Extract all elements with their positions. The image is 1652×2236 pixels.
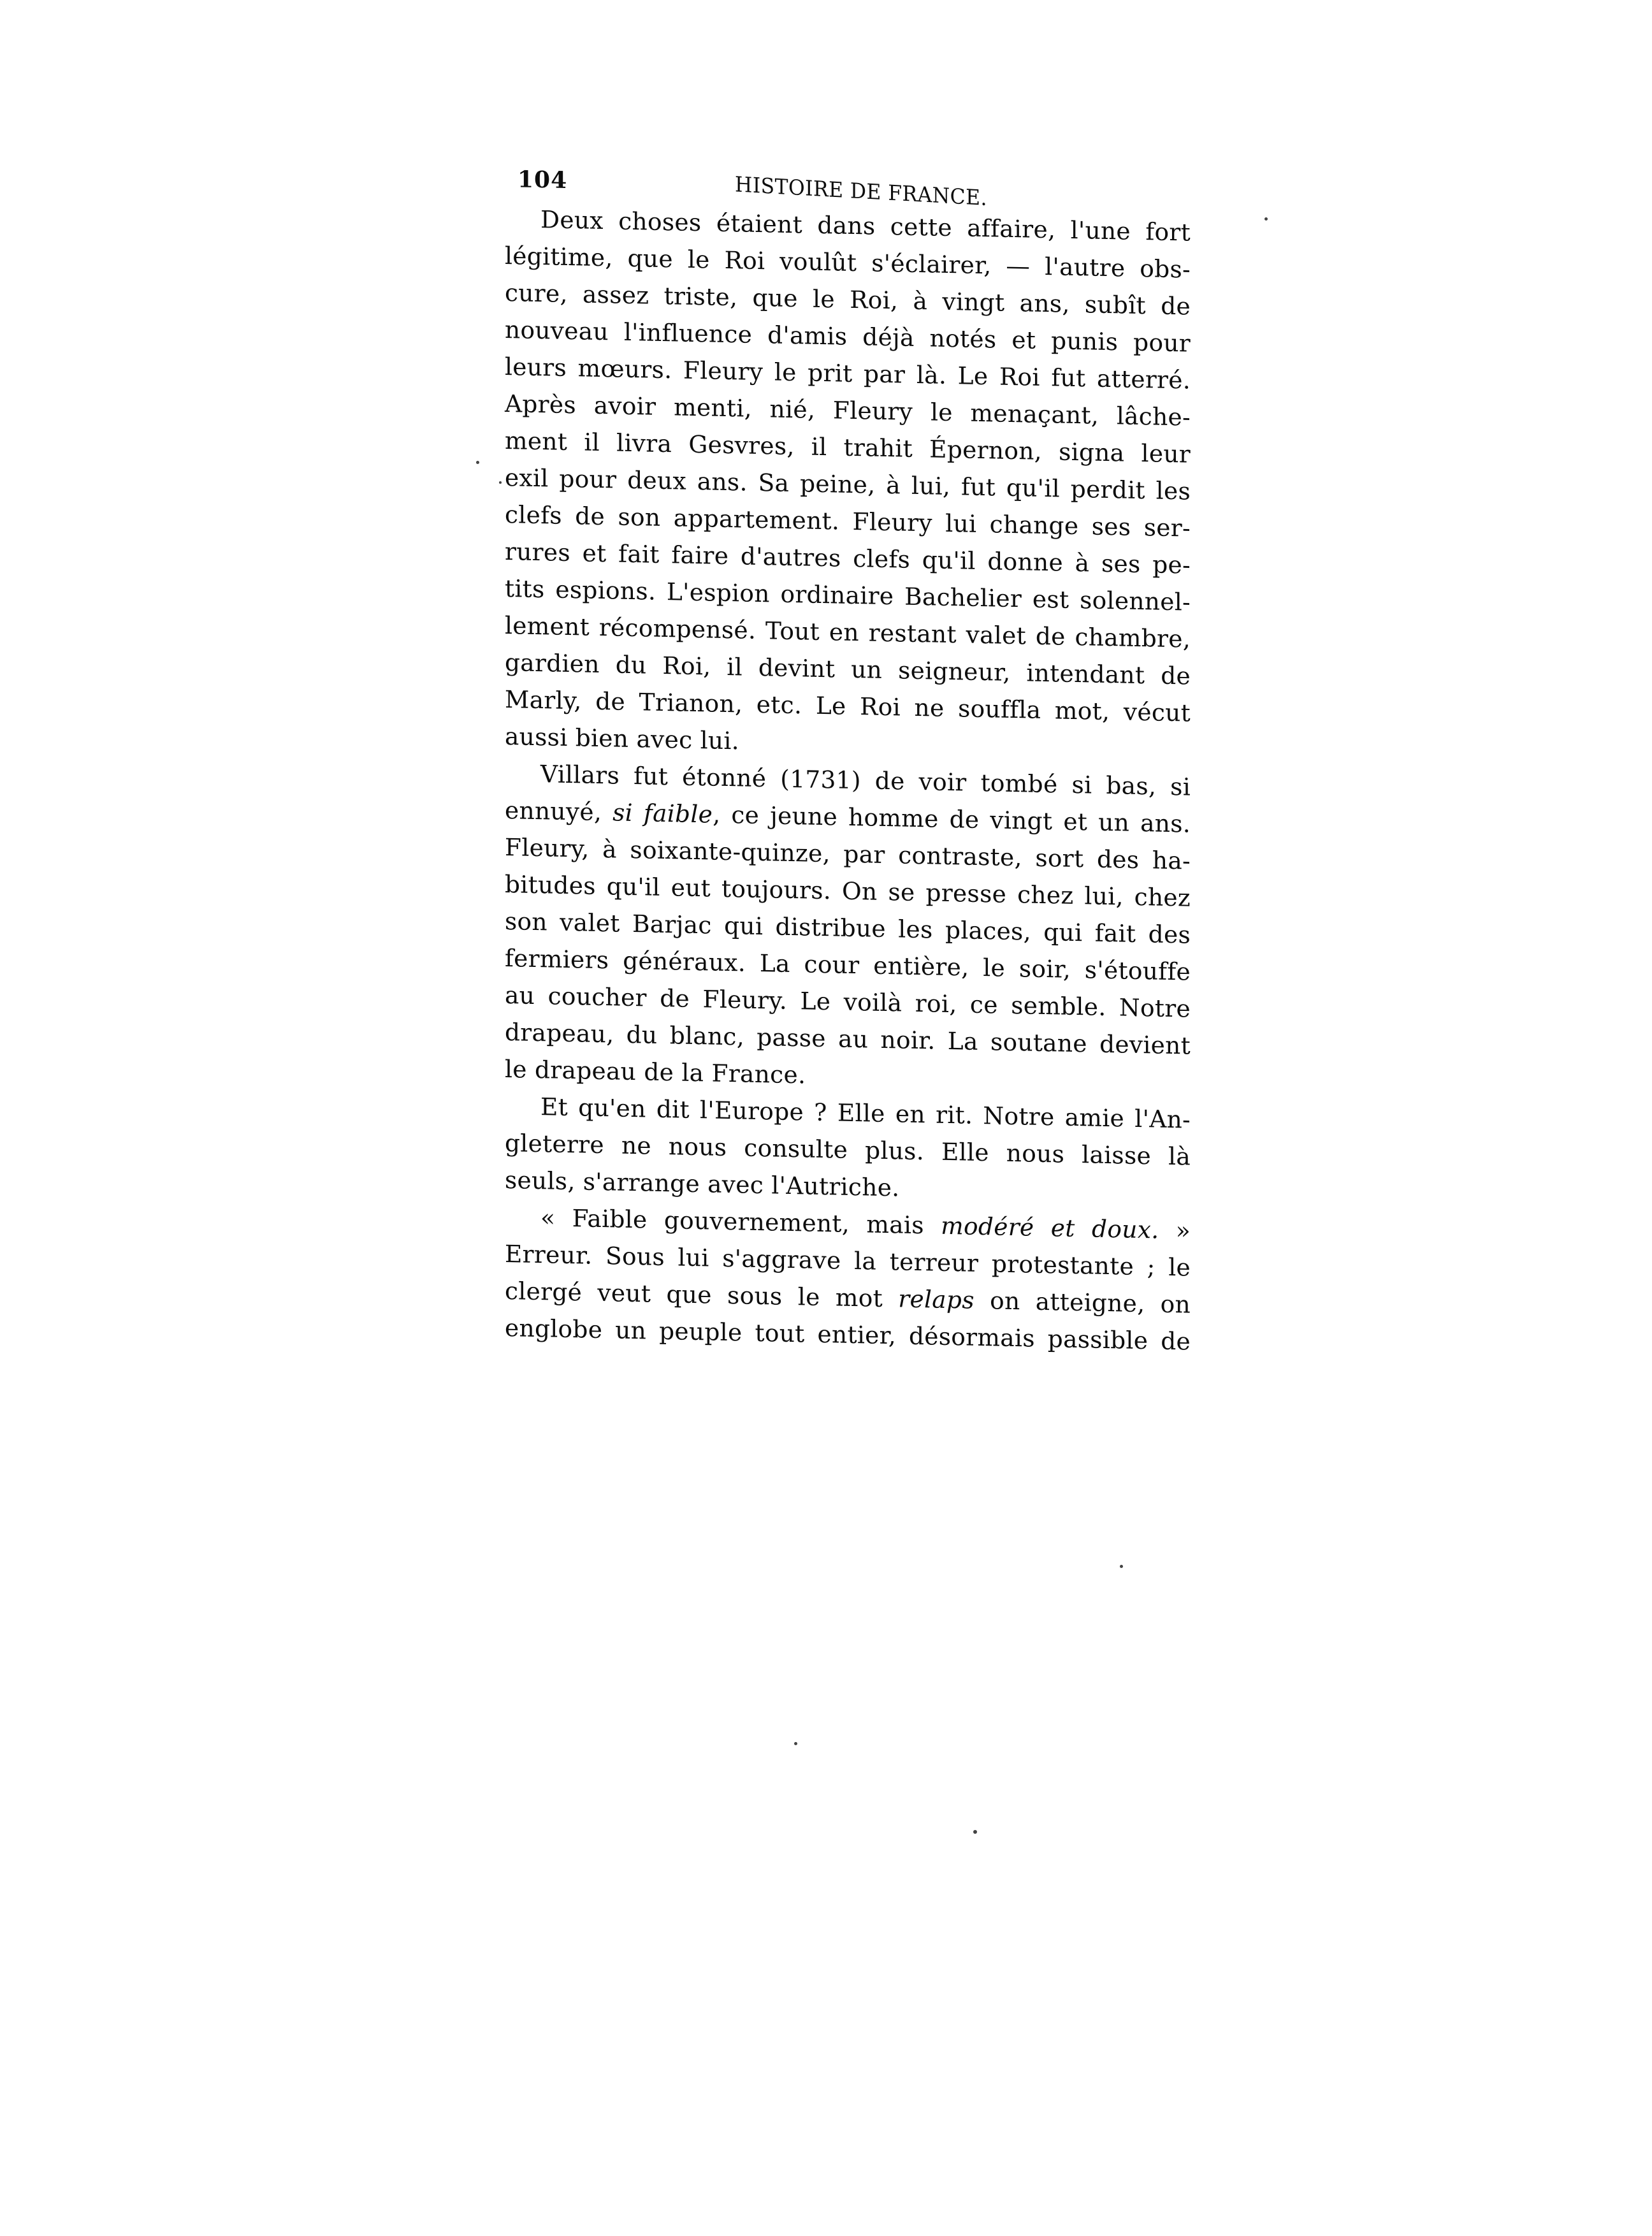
text-run: son valet Barjac qui distribue les places, qui fait des: [505, 907, 1191, 949]
text-run: drapeau, du blanc, passe au noir. La soutane devient: [505, 1018, 1191, 1060]
text-run: « Faible gouvernement, mais: [540, 1203, 941, 1240]
text-run: , ce jeune homme de vingt et un ans.: [713, 800, 1191, 838]
text-run: au coucher de Fleury. Le voilà roi, ce semble. Notre: [505, 981, 1191, 1023]
page-number: 104: [518, 166, 568, 194]
text-run: Erreur. Sous lui s'aggrave la terreur protestante ; le: [505, 1240, 1191, 1282]
text-run: bitudes qu'il eut toujours. On se presse chez lui, chez: [505, 870, 1191, 912]
text-run: clergé veut que sous le mot: [505, 1277, 899, 1313]
text-run: ennuyé,: [505, 796, 613, 827]
ink-speck: [1120, 1565, 1123, 1568]
paragraph: [505, 1198, 1191, 1360]
scan-text-block: [505, 166, 1191, 1360]
text-run: ment il livra Gesvres, il trahit Épernon, signa leur: [505, 426, 1191, 468]
ink-speck: [476, 461, 479, 464]
paragraph: [505, 1087, 1191, 1212]
text-run: tits espions. L'espion ordinaire Bachelier est solennel-: [505, 574, 1191, 616]
italic-run: si faible: [612, 798, 713, 829]
italic-run: relaps: [898, 1284, 975, 1314]
text-run: lement récompensé. Tout en restant valet de chambre,: [505, 611, 1191, 653]
text-run: seuls, s'arrange avec l'Autriche.: [505, 1166, 900, 1202]
ink-speck: [973, 1830, 977, 1834]
text-run: Après avoir menti, nié, Fleury le menaçant, lâche-: [505, 389, 1191, 432]
text-run: le drapeau de la France.: [505, 1055, 806, 1089]
text-run: aussi bien avec lui.: [505, 722, 739, 755]
text-run: rures et fait faire d'autres clefs qu'il donne à ses pe-: [505, 537, 1191, 579]
text-run: gardien du Roi, il devint un seigneur, intendant de: [505, 648, 1191, 690]
text-run: »: [1159, 1216, 1191, 1245]
text-body: [505, 200, 1191, 1360]
text-run: leurs mœurs. Fleury le prit par là. Le Roi fut atterré.: [505, 352, 1191, 395]
ink-speck: [499, 481, 502, 484]
text-run: Marly, de Trianon, etc. Le Roi ne souffla mot, vécut: [505, 685, 1191, 727]
text-run: gleterre ne nous consulte plus. Elle nous laisse là: [505, 1129, 1191, 1171]
text-run: Deux choses étaient dans cette affaire, l'une fort: [540, 205, 1191, 247]
text-run: exil pour deux ans. Sa peine, à lui, fut qu'il perdit les: [505, 463, 1191, 505]
text-run: fermiers généraux. La cour entière, le soir, s'étouffe: [505, 944, 1191, 986]
ink-speck: [794, 1742, 797, 1745]
italic-run: modéré et doux.: [941, 1211, 1159, 1244]
text-run: légitime, que le Roi voulût s'éclairer, — l'autre obs-: [505, 242, 1191, 284]
text-run: nouveau l'influence d'amis déjà notés et punis pour: [505, 316, 1191, 358]
running-title: HISTOIRE DE FRANCE.: [735, 171, 987, 211]
text-run: clefs de son appartement. Fleury lui change ses ser-: [505, 500, 1191, 542]
paragraph: [505, 200, 1191, 769]
paragraph: [505, 755, 1191, 1101]
text-run: Et qu'en dit l'Europe ? Elle en rit. Notre amie l'An-: [540, 1093, 1191, 1134]
text-run: englobe un peuple tout entier, désormais passible de: [505, 1314, 1191, 1356]
ink-speck: [1264, 217, 1268, 221]
text-run: Villars fut étonné (1731) de voir tombé si bas, si: [540, 760, 1191, 801]
text-run: on atteigne, on: [974, 1286, 1191, 1319]
text-run: cure, assez triste, que le Roi, à vingt ans, subît de: [505, 279, 1191, 321]
text-run: Fleury, à soixante-quinze, par contraste, sort des ha-: [505, 833, 1191, 875]
